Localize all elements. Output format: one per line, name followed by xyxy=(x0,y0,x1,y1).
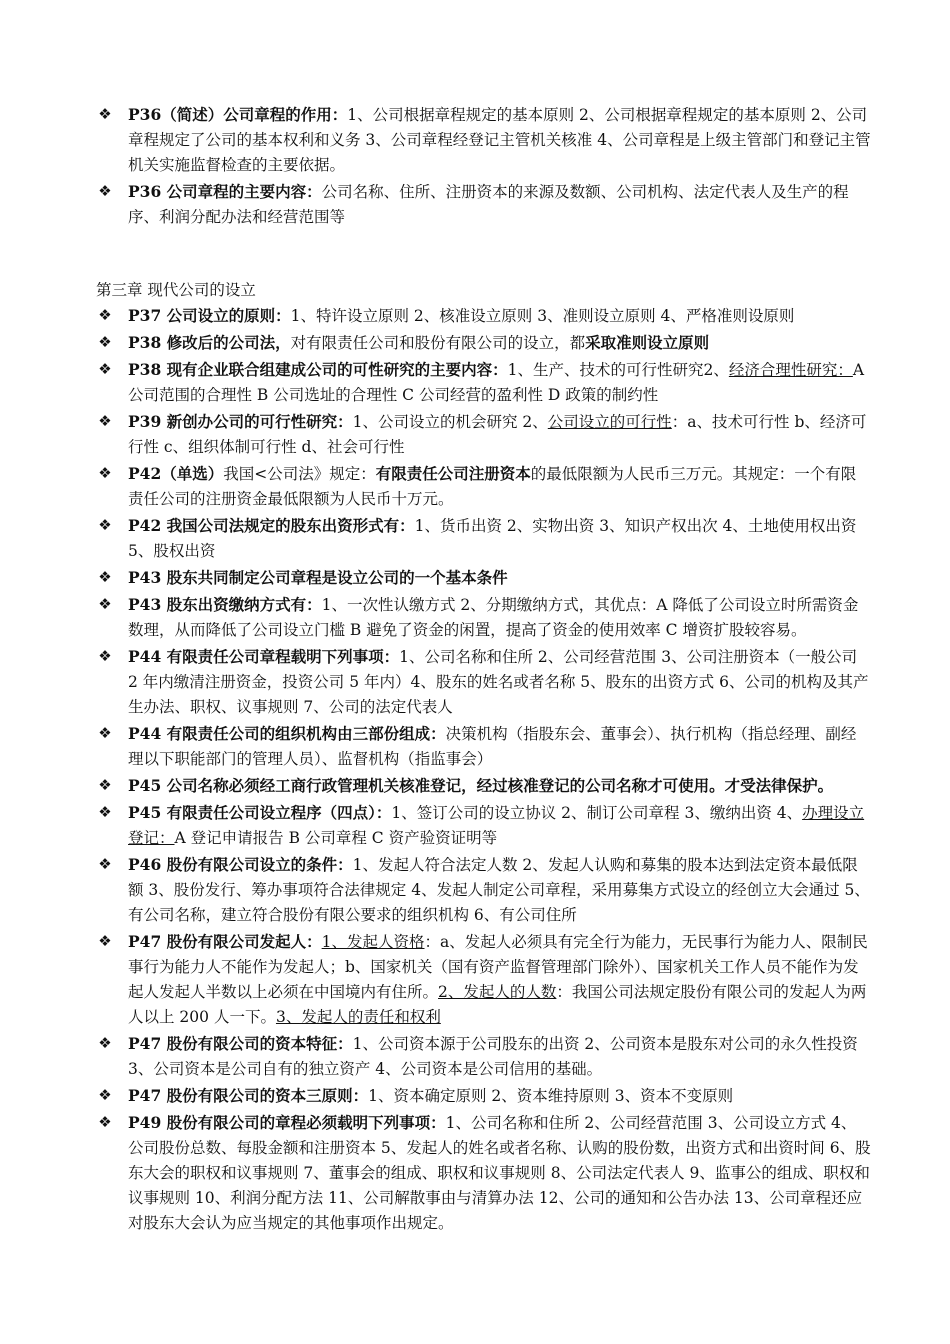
item-text: 1、一次性认缴方式 2、分期缴纳方式，其优点：A 降低了公司设立时所需资金数理，从而降低了公司设立门槛 B 避免了资金的闲置，提高了资金的使用效率 C 增资扩股较容易。 xyxy=(128,596,859,639)
diamond-bullet-icon: ❖ xyxy=(98,412,112,430)
item-text: 1、货币出资 2、实物出资 3、知识产权出次 4、土地使用权出资 5、股权出资 xyxy=(128,517,857,560)
item-heading-text: P49 股份有限公司的章程必须载明下列事项： xyxy=(128,1113,446,1132)
underlined-text: 3、发起人的责任和权利 xyxy=(275,1008,441,1026)
item-heading-text: P44 有限责任公司章程载明下列事项： xyxy=(128,647,400,666)
list-item xyxy=(96,592,871,643)
item-text: A 公司范围的合理性 B 公司选址的合理性 C 公司经营的盈利性 D 政策的制约性 xyxy=(128,361,865,404)
item-heading-text: P42（单选） xyxy=(128,464,224,483)
list-item xyxy=(96,357,871,408)
item-heading-text: P47 股份有限公司发起人： xyxy=(128,932,322,951)
chapter-heading: 第三章 现代公司的设立 xyxy=(96,281,256,299)
item-heading-text: P44 有限责任公司的组织机构由三部份组成： xyxy=(128,724,446,743)
item-text: 决策机构（指股东会、董事会）、执行机构（指总经理、副经理以下职能部门的管理人员）、监督机构（指监事会） xyxy=(128,725,857,768)
diamond-bullet-icon: ❖ xyxy=(98,595,112,613)
list-item xyxy=(96,852,871,928)
diamond-bullet-icon: ❖ xyxy=(98,803,112,821)
item-text: 1、公司根据章程规定的基本原则 2、公司根据章程规定的基本原则 2、公司章程规定了公司的基本权利和义务 3、公司章程经登记主管机关核准 4、公司章程是上级主管部门和登记主管机关实施监督检查的主要依据。 xyxy=(128,106,871,174)
item-heading-text: P38 现有企业联合组建成公司的可性研究的主要内容： xyxy=(128,360,508,379)
item-text: 1、生产、技术的可行性研究2、 xyxy=(507,361,729,379)
item-heading-text: P43 股东出资缴纳方式有： xyxy=(128,595,322,614)
list-item xyxy=(96,929,871,1030)
underlined-text: 2、发起人的人数 xyxy=(438,983,557,1001)
underlined-text: 公司设立的可行性 xyxy=(547,413,672,431)
diamond-bullet-icon: ❖ xyxy=(98,1034,112,1052)
list-item xyxy=(96,565,871,591)
list-item xyxy=(96,303,871,329)
item-heading-text: P39 新创办公司的可行性研究： xyxy=(128,412,353,431)
diamond-bullet-icon: ❖ xyxy=(98,568,112,586)
item-heading-text: P47 股份有限公司的资本三原则： xyxy=(128,1086,369,1105)
diamond-bullet-icon: ❖ xyxy=(98,1086,112,1104)
item-text: 1、公司资本源于公司股东的出资 2、公司资本是股东对公司的永久性投资 3、公司资本是公司自有的独立资产 4、公司资本是公司信用的基础。 xyxy=(128,1035,858,1078)
list-item xyxy=(96,1110,871,1236)
item-text: 1、公司名称和住所 2、公司经营范围 3、公司设立方式 4、公司股份总数、每股金额和注册资本 5、发起人的姓名或者名称、认购的股份数，出资方式和出资时间 6、股东大会的职权和议事规则 7、董事会的组成、职权和议事规则 8、公司法定代表人 9、监事公的组成、职权和议事规则 10、利润分配方法 11、公司解散事由与清算办法 12、公司的通知和公告办法 13、公司章程还应对股东大会认为应当规定的其他事项作出规定。 xyxy=(128,1114,871,1232)
item-heading-text: 采取准则设立原则 xyxy=(585,333,710,352)
diamond-bullet-icon: ❖ xyxy=(98,360,112,378)
item-heading-text: P46 股份有限公司设立的条件： xyxy=(128,855,353,874)
list-item xyxy=(96,800,871,851)
list-item xyxy=(96,102,871,178)
diamond-bullet-icon: ❖ xyxy=(98,516,112,534)
item-heading-text: P37 公司设立的原则： xyxy=(128,306,291,325)
diamond-bullet-icon: ❖ xyxy=(98,855,112,873)
item-text: 对有限责任公司和股份有限公司的设立，都 xyxy=(290,334,586,352)
item-heading-text: P47 股份有限公司的资本特征： xyxy=(128,1034,353,1053)
section-1-list xyxy=(96,102,871,231)
list-item xyxy=(96,1083,871,1109)
list-item xyxy=(96,1031,871,1082)
underlined-text: 经济合理性研究： xyxy=(728,361,853,379)
diamond-bullet-icon: ❖ xyxy=(98,724,112,742)
item-text: 我国<公司法》规定： xyxy=(223,465,376,483)
item-heading-text: P42 我国公司法规定的股东出资形式有： xyxy=(128,516,415,535)
item-text: 1、特许设立原则 2、核准设立原则 3、准则设立原则 4、严格准则设原则 xyxy=(290,307,795,325)
list-item xyxy=(96,330,871,356)
item-heading-text: P45 公司名称必须经工商行政管理机关核准登记，经过核准登记的公司名称才可使用。才受法律保护。 xyxy=(128,776,834,795)
item-text: ：a、发起人必须具有完全行为能力，无民事行为能力人、限制民事行为能力人不能作为发起人；b、国家机关（国有资产监督管理部门除外）、国家机关工作人员不能作为发起人发起人半数以上必须在中国境内有住所。 xyxy=(128,933,868,1001)
item-text: 1、公司名称和住所 2、公司经营范围 3、公司注册资本（一般公司 2 年内缴清注册资金，投资公司 5 年内）4、股东的姓名或者名称 5、股东的出资方式 6、公司的机构及其产生办法、职权、议事规则 7、公司的法定代表人 xyxy=(128,648,869,716)
list-item xyxy=(96,461,871,512)
item-heading-text: P36 公司章程的主要内容： xyxy=(128,182,322,201)
list-item xyxy=(96,513,871,564)
item-heading-text: P38 修改后的公司法， xyxy=(128,333,291,352)
diamond-bullet-icon: ❖ xyxy=(98,932,112,950)
item-heading-text: P45 有限责任公司设立程序（四点）： xyxy=(128,803,392,822)
diamond-bullet-icon: ❖ xyxy=(98,1113,112,1131)
list-item xyxy=(96,644,871,720)
list-item xyxy=(96,773,871,799)
item-text: A 登记申请报告 B 公司章程 C 资产验资证明等 xyxy=(174,829,498,847)
underlined-text: 办理设立登记： xyxy=(128,804,865,847)
item-text: 1、签订公司的设立协议 2、制订公司章程 3、缴纳出资 4、 xyxy=(391,804,803,822)
underlined-text: 1、发起人资格 xyxy=(321,933,425,951)
item-text: 1、公司设立的机会研究 2、 xyxy=(352,413,548,431)
item-text: 公司名称、住所、注册资本的来源及数额、公司机构、法定代表人及生产的程序、利润分配办法和经营范围等 xyxy=(128,183,849,226)
item-text: 1、发起人符合法定人数 2、发起人认购和募集的股本达到法定资本最低限额 3、股份发行、筹办事项符合法律规定 4、发起人制定公司章程，采用募集方式设立的经创立大会通过 5、有公司名称，建立符合股份有限公要求的组织机构 6、有公司住所 xyxy=(128,856,870,924)
item-text: 的最低限额为人民币三万元。其规定：一个有限责任公司的注册资金最低限额为人民币十万元。 xyxy=(128,465,857,508)
item-text: ：a、技术可行性 b、经济可行性 c、组织体制可行性 d、社会可行性 xyxy=(128,413,867,456)
diamond-bullet-icon: ❖ xyxy=(98,464,112,482)
diamond-bullet-icon: ❖ xyxy=(98,105,112,123)
diamond-bullet-icon: ❖ xyxy=(98,182,112,200)
item-heading-text: 有限责任公司注册资本 xyxy=(375,464,531,483)
diamond-bullet-icon: ❖ xyxy=(98,647,112,665)
section-2-list xyxy=(96,303,871,1237)
diamond-bullet-icon: ❖ xyxy=(98,333,112,351)
item-heading-text: P36（简述）公司章程的作用： xyxy=(128,105,348,124)
diamond-bullet-icon: ❖ xyxy=(98,776,112,794)
item-text: 1、资本确定原则 2、资本维持原则 3、资本不变原则 xyxy=(368,1087,734,1105)
list-item xyxy=(96,179,871,230)
list-item xyxy=(96,721,871,772)
item-text: ：我国公司法规定股份有限公司的发起人为两人以上 200 人一下。 xyxy=(128,983,867,1026)
item-heading-text: P43 股东共同制定公司章程是设立公司的一个基本条件 xyxy=(128,568,508,587)
list-item xyxy=(96,409,871,460)
diamond-bullet-icon: ❖ xyxy=(98,306,112,324)
